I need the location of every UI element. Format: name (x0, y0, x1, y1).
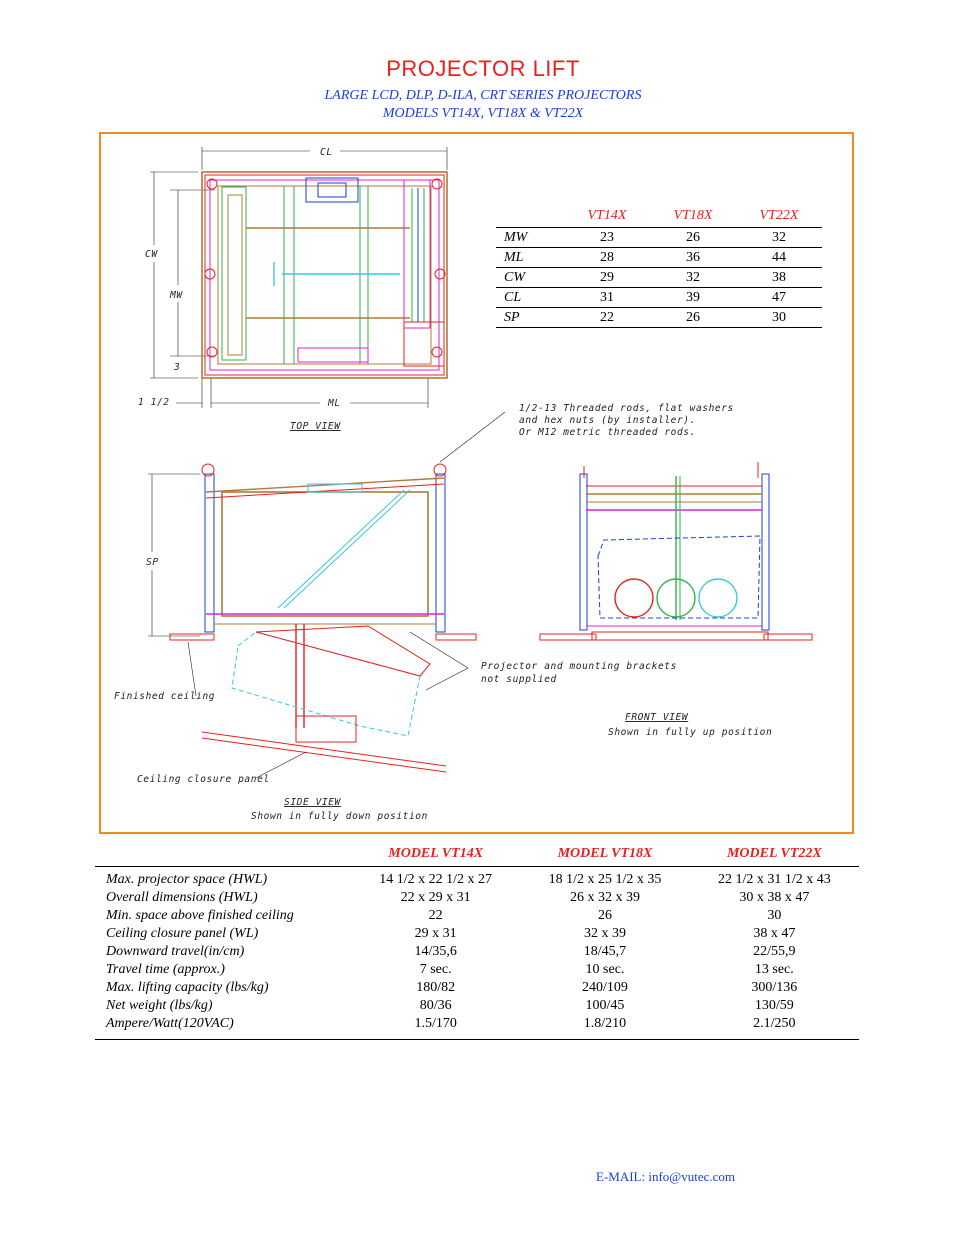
row-label: SP (496, 308, 564, 328)
spec-value: 22 1/2 x 31 1/2 x 43 (717, 872, 831, 887)
spec-value: 130/59 (754, 998, 794, 1013)
table-row (95, 961, 859, 979)
dimension-header-vt14x: VT14X (564, 203, 650, 228)
spec-header-vt14x: MODEL VT14X (351, 842, 520, 867)
spec-value: 26 (597, 908, 612, 923)
top-view-drawing (150, 147, 447, 408)
table-row (95, 943, 859, 961)
contact-email: E-MAIL: info@vutec.com (596, 1169, 736, 1184)
cell-value: 30 (736, 308, 822, 328)
spec-table-header (95, 842, 859, 867)
dim-label-3: 3 (174, 362, 181, 373)
cell-value: 31 (564, 288, 650, 308)
table-row (496, 268, 822, 288)
spec-value: 26 x 32 x 39 (569, 890, 640, 905)
spec-label: Max. lifting capacity (lbs/kg) (106, 980, 269, 995)
spec-label: Overall dimensions (HWL) (106, 890, 258, 905)
page-subtitle-models: MODELS VT14X, VT18X & VT22X (382, 106, 584, 121)
spec-value: 2.1/250 (690, 1015, 859, 1040)
side-view-label: SIDE VIEW (284, 797, 341, 808)
cell-value: 32 (650, 268, 736, 288)
cell-value: 38 (736, 268, 822, 288)
table-row (496, 288, 822, 308)
table-row (95, 997, 859, 1015)
dim-label-mw: MW (170, 290, 183, 301)
dimension-table-header (496, 203, 822, 228)
cell-value: 22 (564, 308, 650, 328)
spec-value: 1.5/170 (351, 1015, 520, 1040)
spec-value: 18/45,7 (583, 944, 627, 959)
spec-value: 32 x 39 (583, 926, 626, 941)
cell-value: 26 (650, 228, 736, 248)
row-label: ML (496, 248, 564, 268)
cell-value: 39 (650, 288, 736, 308)
row-label: MW (496, 228, 564, 248)
cell-value: 29 (564, 268, 650, 288)
spec-value: 29 x 31 (414, 926, 457, 941)
front-view-label: FRONT VIEW (625, 712, 689, 723)
table-row (95, 889, 859, 907)
projector-note-line-2: not supplied (481, 674, 557, 685)
dim-label-cl: CL (320, 147, 333, 158)
table-row (95, 907, 859, 925)
spec-value: 1.8/210 (520, 1015, 689, 1040)
spec-label: Downward travel(in/cm) (106, 944, 245, 959)
table-row (95, 979, 859, 997)
spec-header-vt22x: MODEL VT22X (690, 842, 859, 867)
row-label: CL (496, 288, 564, 308)
cell-value: 44 (736, 248, 822, 268)
cell-value: 26 (650, 308, 736, 328)
spec-value: 30 x 38 x 47 (739, 890, 810, 905)
dimension-header-blank (496, 203, 564, 228)
spec-value: 30 (767, 908, 782, 923)
dimension-table (496, 203, 822, 328)
cell-value: 28 (564, 248, 650, 268)
table-row (496, 248, 822, 268)
spec-table (95, 842, 859, 1040)
side-view-caption: Shown in fully down position (251, 811, 428, 822)
cell-value: 36 (650, 248, 736, 268)
spec-value: 22/55,9 (753, 944, 796, 959)
spec-label: Ampere/Watt(120VAC) (95, 1015, 351, 1040)
spec-value: 14 1/2 x 22 1/2 x 27 (379, 872, 493, 887)
dim-label-cw: CW (145, 249, 158, 260)
dim-label-sp: SP (146, 557, 159, 568)
spec-label: Travel time (approx.) (106, 962, 225, 977)
page-subtitle-series: LARGE LCD, DLP, D-ILA, CRT SERIES PROJECTORS (324, 88, 642, 103)
spec-value: 7 sec. (419, 962, 452, 977)
spec-header-blank (95, 842, 351, 867)
finished-ceiling-label: Finished ceiling (114, 691, 216, 702)
spec-value: 100/45 (585, 998, 625, 1013)
dimension-header-vt22x: VT22X (736, 203, 822, 228)
side-view-drawing (148, 464, 476, 772)
spec-label: Ceiling closure panel (WL) (106, 926, 259, 941)
spec-value: 10 sec. (585, 962, 625, 977)
table-row (496, 228, 822, 248)
table-row (95, 867, 859, 890)
cell-value: 32 (736, 228, 822, 248)
spec-value: 180/82 (416, 980, 456, 995)
threaded-rods-note-line-2: and hex nuts (by installer). (519, 415, 696, 426)
front-view-caption: Shown in fully up position (608, 727, 773, 738)
spec-value: 38 x 47 (753, 926, 796, 941)
top-view-label: TOP VIEW (290, 421, 341, 432)
spec-header-vt18x: MODEL VT18X (520, 842, 689, 867)
spec-value: 240/109 (582, 980, 628, 995)
closure-panel-label: Ceiling closure panel (137, 774, 270, 785)
dim-label-one-half: 1 1/2 (138, 397, 170, 408)
threaded-rods-note-line-1: 1/2-13 Threaded rods, flat washers (519, 403, 734, 414)
spec-value: 18 1/2 x 25 1/2 x 35 (548, 872, 662, 887)
spec-value: 22 x 29 x 31 (400, 890, 471, 905)
row-label: CW (496, 268, 564, 288)
dimension-header-vt18x: VT18X (650, 203, 736, 228)
front-view-drawing (540, 462, 812, 640)
spec-label: Max. projector space (HWL) (106, 872, 268, 887)
cell-value: 47 (736, 288, 822, 308)
spec-value: 80/36 (419, 998, 452, 1013)
spec-value: 22 (428, 908, 443, 923)
spec-value: 14/35,6 (414, 944, 457, 959)
table-row (95, 1015, 859, 1040)
table-row (496, 308, 822, 328)
spec-label: Min. space above finished ceiling (106, 908, 294, 923)
spec-value: 13 sec. (754, 962, 794, 977)
table-row (95, 925, 859, 943)
page-title: PROJECTOR LIFT (386, 56, 580, 81)
spec-value: 300/136 (751, 980, 798, 995)
threaded-rods-note-line-3: Or M12 metric threaded rods. (519, 427, 696, 438)
cell-value: 23 (564, 228, 650, 248)
projector-note-line-1: Projector and mounting brackets (481, 661, 677, 672)
spec-label: Net weight (lbs/kg) (106, 998, 213, 1013)
dim-label-ml: ML (328, 398, 341, 409)
